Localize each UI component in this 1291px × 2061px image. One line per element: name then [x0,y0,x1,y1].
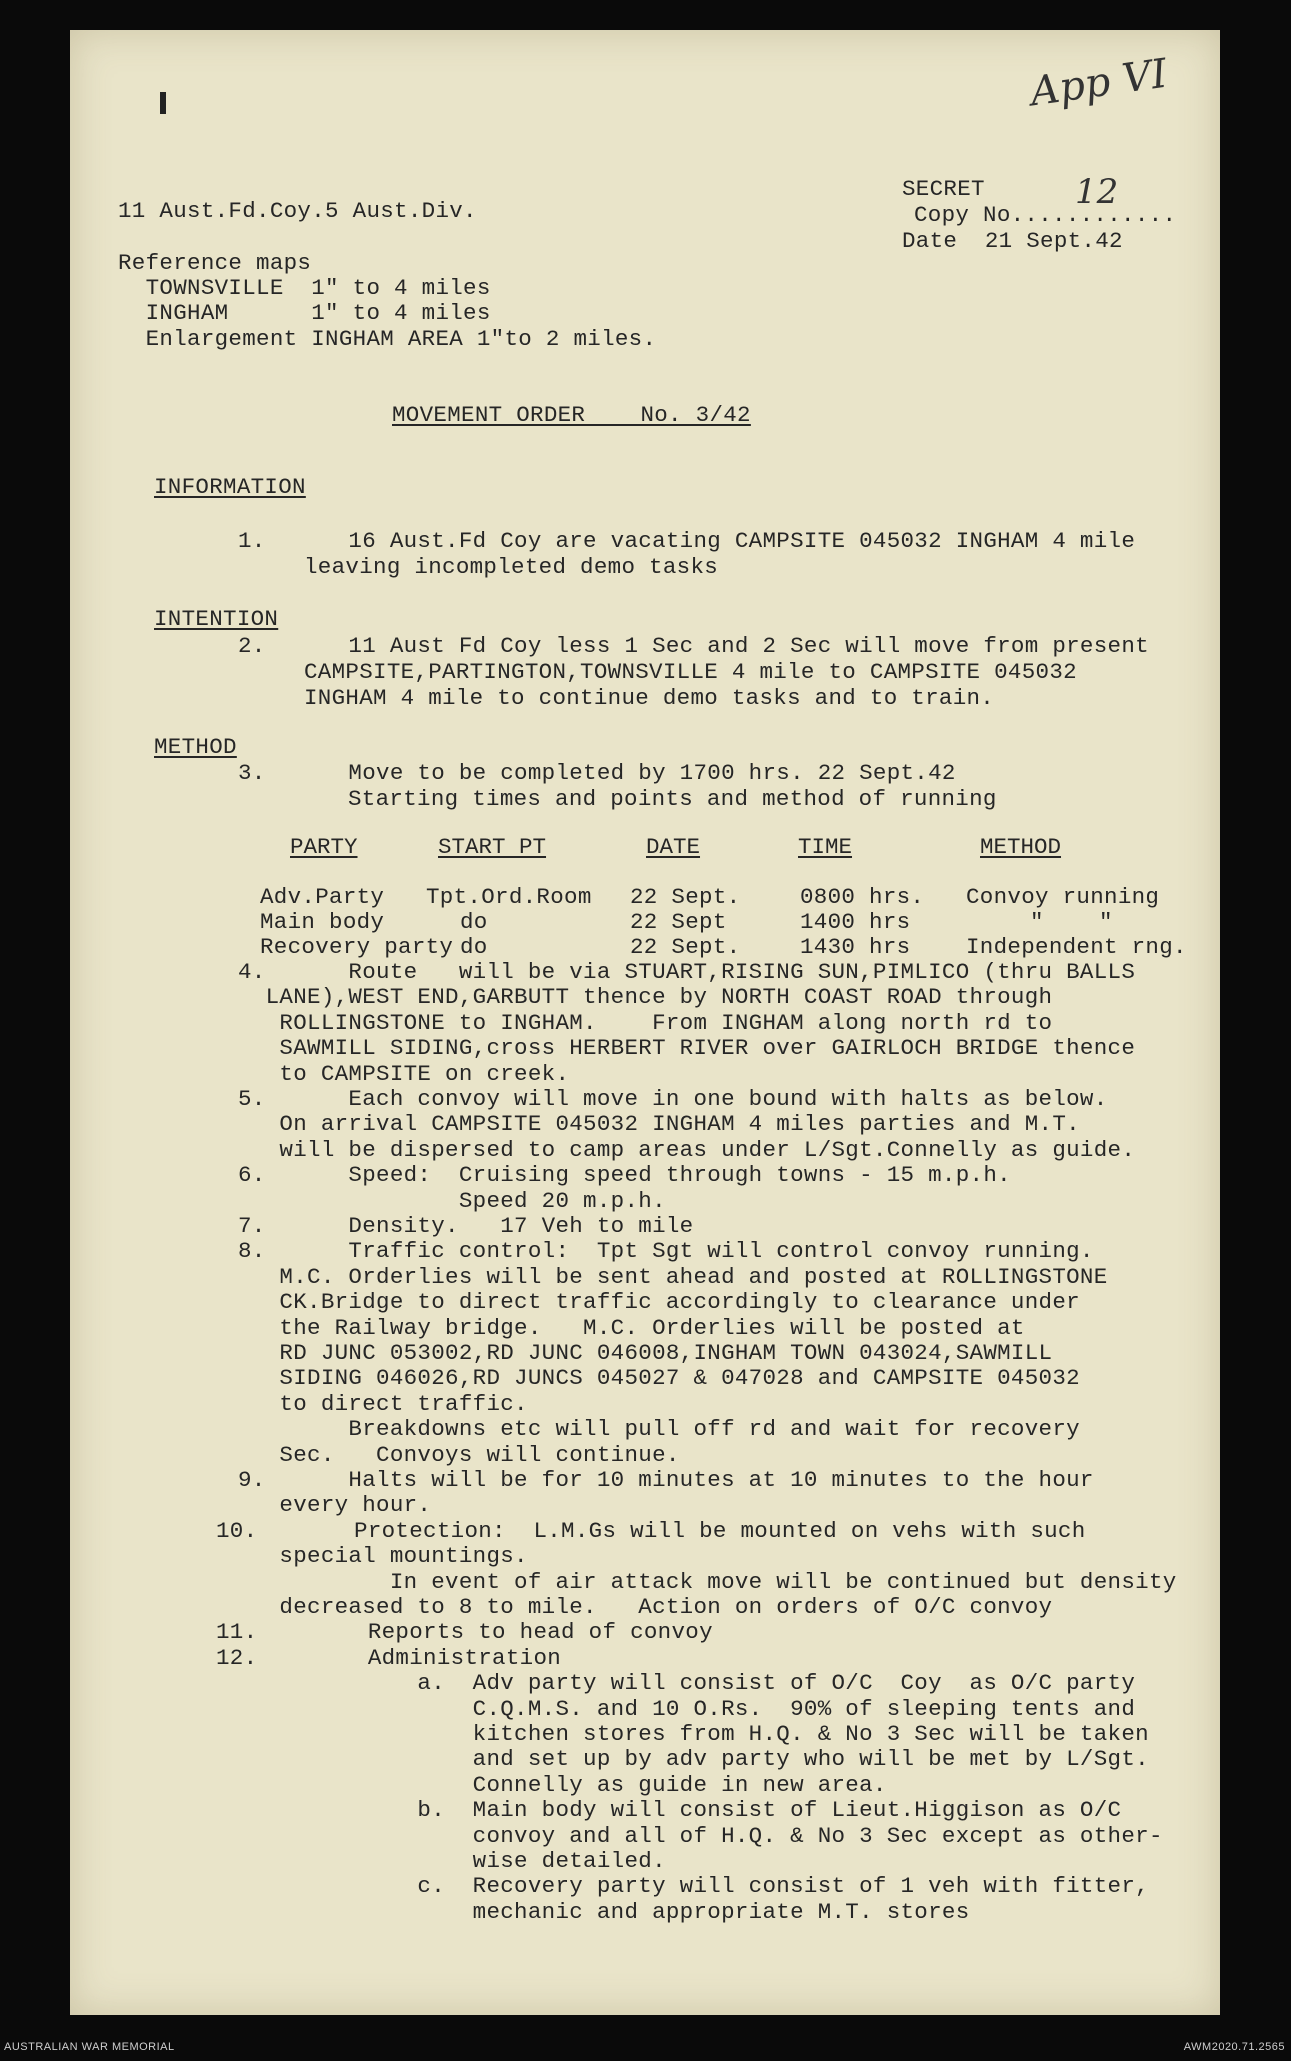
column-header-method: METHOD [980,834,1062,860]
section-intention: INTENTION [154,606,279,632]
body-line: c. Recovery party will consist of 1 veh with fitter, [238,1873,1149,1900]
table-row-1-party: Adv.Party [260,884,385,910]
body-line: convoy and all of H.Q. & No 3 Sec except as other- [238,1822,1163,1849]
column-header-date: DATE [646,834,701,860]
document-title: MOVEMENT ORDER No. 3/42 [392,402,751,428]
body-line: Breakdowns etc will pull off rd and wait for recovery [238,1416,1080,1443]
table-row-1-start: Tpt.Ord.Room [426,884,592,910]
table-row-3-time: 1430 hrs [800,934,911,960]
body-line: SIDING 046026,RD JUNCS 045027 & 047028 and CAMPSITE 045032 [238,1365,1080,1392]
body-line: 7. Density. 17 Veh to mile [238,1213,694,1239]
body-line: 10. Protection: L.M.Gs will be mounted on vehs with such [216,1517,1086,1544]
table-row-3-date: 22 Sept. [630,934,741,960]
handwritten-copy-number: 12 [1075,172,1119,212]
para-2-line-1: 2. 11 Aust Fd Coy less 1 Sec and 2 Sec will move from present [238,633,1149,659]
para-3-line-2: Starting times and points and method of running [348,786,997,812]
body-line: LANE),WEST END,GARBUTT thence by NORTH COAST ROAD through [238,984,1053,1011]
column-header-party: PARTY [290,834,358,860]
copy-number-line: Copy No............ [914,202,1177,228]
body-line: a. Adv party will consist of O/C Coy as O/C party [238,1670,1136,1697]
unit-name: 11 Aust.Fd.Coy.5 Aust.Div. [118,198,477,224]
body-line: 4. Route will be via STUART,RISING SUN,PIMLICO (thru BALLS [238,959,1136,985]
column-header-start-pt: START PT [438,834,547,860]
ink-mark [160,92,166,114]
body-line: to CAMPSITE on creek. [238,1060,570,1087]
body-line: SAWMILL SIDING,cross HERBERT RIVER over GAIRLOCH BRIDGE thence [238,1035,1136,1062]
table-row-1-method: Convoy running [966,884,1160,910]
para-2-line-2: CAMPSITE,PARTINGTON,TOWNSVILLE 4 mile to CAMPSITE 045032 [304,659,1077,685]
body-line: b. Main body will consist of Lieut.Higgison as O/C [238,1797,1122,1824]
table-row-2-time: 1400 hrs [800,909,911,935]
section-information: INFORMATION [154,474,306,500]
table-row-1-date: 22 Sept. [630,884,741,910]
para-2-line-3: INGHAM 4 mile to continue demo tasks and to train. [304,685,995,711]
body-line: special mountings. [238,1543,528,1570]
para-1-line-2: leaving incompleted demo tasks [304,554,719,580]
reference-map-3: Enlargement INGHAM AREA 1"to 2 miles. [118,326,657,352]
section-method: METHOD [154,734,237,760]
body-line: every hour. [238,1492,432,1519]
table-row-2-start: do [460,909,488,935]
archive-footer [0,2034,1291,2061]
body-line: 9. Halts will be for 10 minutes at 10 minutes to the hour [238,1467,1094,1493]
body-line: decreased to 8 to mile. Action on orders of O/C convoy [238,1594,1053,1620]
secret-label: SECRET [902,176,985,202]
para-1-line-1: 1. 16 Aust.Fd Coy are vacating CAMPSITE 045032 INGHAM 4 mile [238,528,1136,554]
table-row-2-date: 22 Sept [630,909,727,935]
body-line: and set up by adv party who will be met by L/Sgt. [238,1746,1149,1773]
body-line: Sec. Convoys will continue. [238,1441,680,1468]
table-row-3-method: Independent rng. [966,934,1187,960]
body-line: will be dispersed to camp areas under L/Sgt.Connelly as guide. [238,1136,1136,1163]
body-line: Speed 20 m.p.h. [238,1187,666,1214]
body-line: CK.Bridge to direct traffic accordingly to clearance under [238,1289,1080,1316]
body-line: 12. Administration [216,1644,562,1671]
body-line: 8. Traffic control: Tpt Sgt will control convoy running. [238,1238,1094,1265]
reference-maps-title: Reference maps [118,250,312,276]
body-line: RD JUNC 053002,RD JUNC 046008,INGHAM TOWN 043024,SAWMILL [238,1340,1053,1366]
archive-reference: AWM2020.71.2565 [1183,2041,1285,2053]
table-row-2-method: " " [1030,909,1113,935]
column-header-time: TIME [798,834,853,860]
table-row-3-start: do [460,934,488,960]
document-page [70,30,1220,2015]
table-row-1-time: 0800 hrs. [800,884,925,910]
table-row-3-party: Recovery party [260,934,454,960]
body-line: M.C. Orderlies will be sent ahead and posted at ROLLINGSTONE [238,1263,1108,1290]
body-line: In event of air attack move will be continued but density [238,1568,1177,1595]
body-line: 6. Speed: Cruising speed through towns - 15 m.p.h. [238,1162,1011,1189]
body-line: to direct traffic. [238,1390,528,1417]
handwritten-appendix-note: App VI [1027,50,1171,116]
body-line: the Railway bridge. M.C. Orderlies will be posted at [238,1314,1025,1341]
reference-map-1: TOWNSVILLE 1" to 4 miles [118,275,491,301]
body-line: 5. Each convoy will move in one bound with halts as below. [238,1086,1108,1112]
body-line: 11. Reports to head of convoy [216,1619,713,1646]
table-row-2-party: Main body [260,909,385,935]
archive-name: AUSTRALIAN WAR MEMORIAL [4,2041,175,2053]
body-line: mechanic and appropriate M.T. stores [238,1898,970,1925]
body-line: kitchen stores from H.Q. & No 3 Sec will be taken [238,1721,1149,1747]
body-line: ROLLINGSTONE to INGHAM. From INGHAM along north rd to [238,1009,1053,1036]
reference-map-2: INGHAM 1" to 4 miles [118,300,491,326]
body-line: C.Q.M.S. and 10 O.Rs. 90% of sleeping tents and [238,1695,1136,1722]
para-3-line-1: 3. Move to be completed by 1700 hrs. 22 Sept.42 [238,760,956,786]
body-line: Connelly as guide in new area. [238,1771,887,1798]
body-line: On arrival CAMPSITE 045032 INGHAM 4 miles parties and M.T. [238,1111,1080,1138]
document-date: Date 21 Sept.42 [902,228,1123,254]
body-line: wise detailed. [238,1848,666,1874]
